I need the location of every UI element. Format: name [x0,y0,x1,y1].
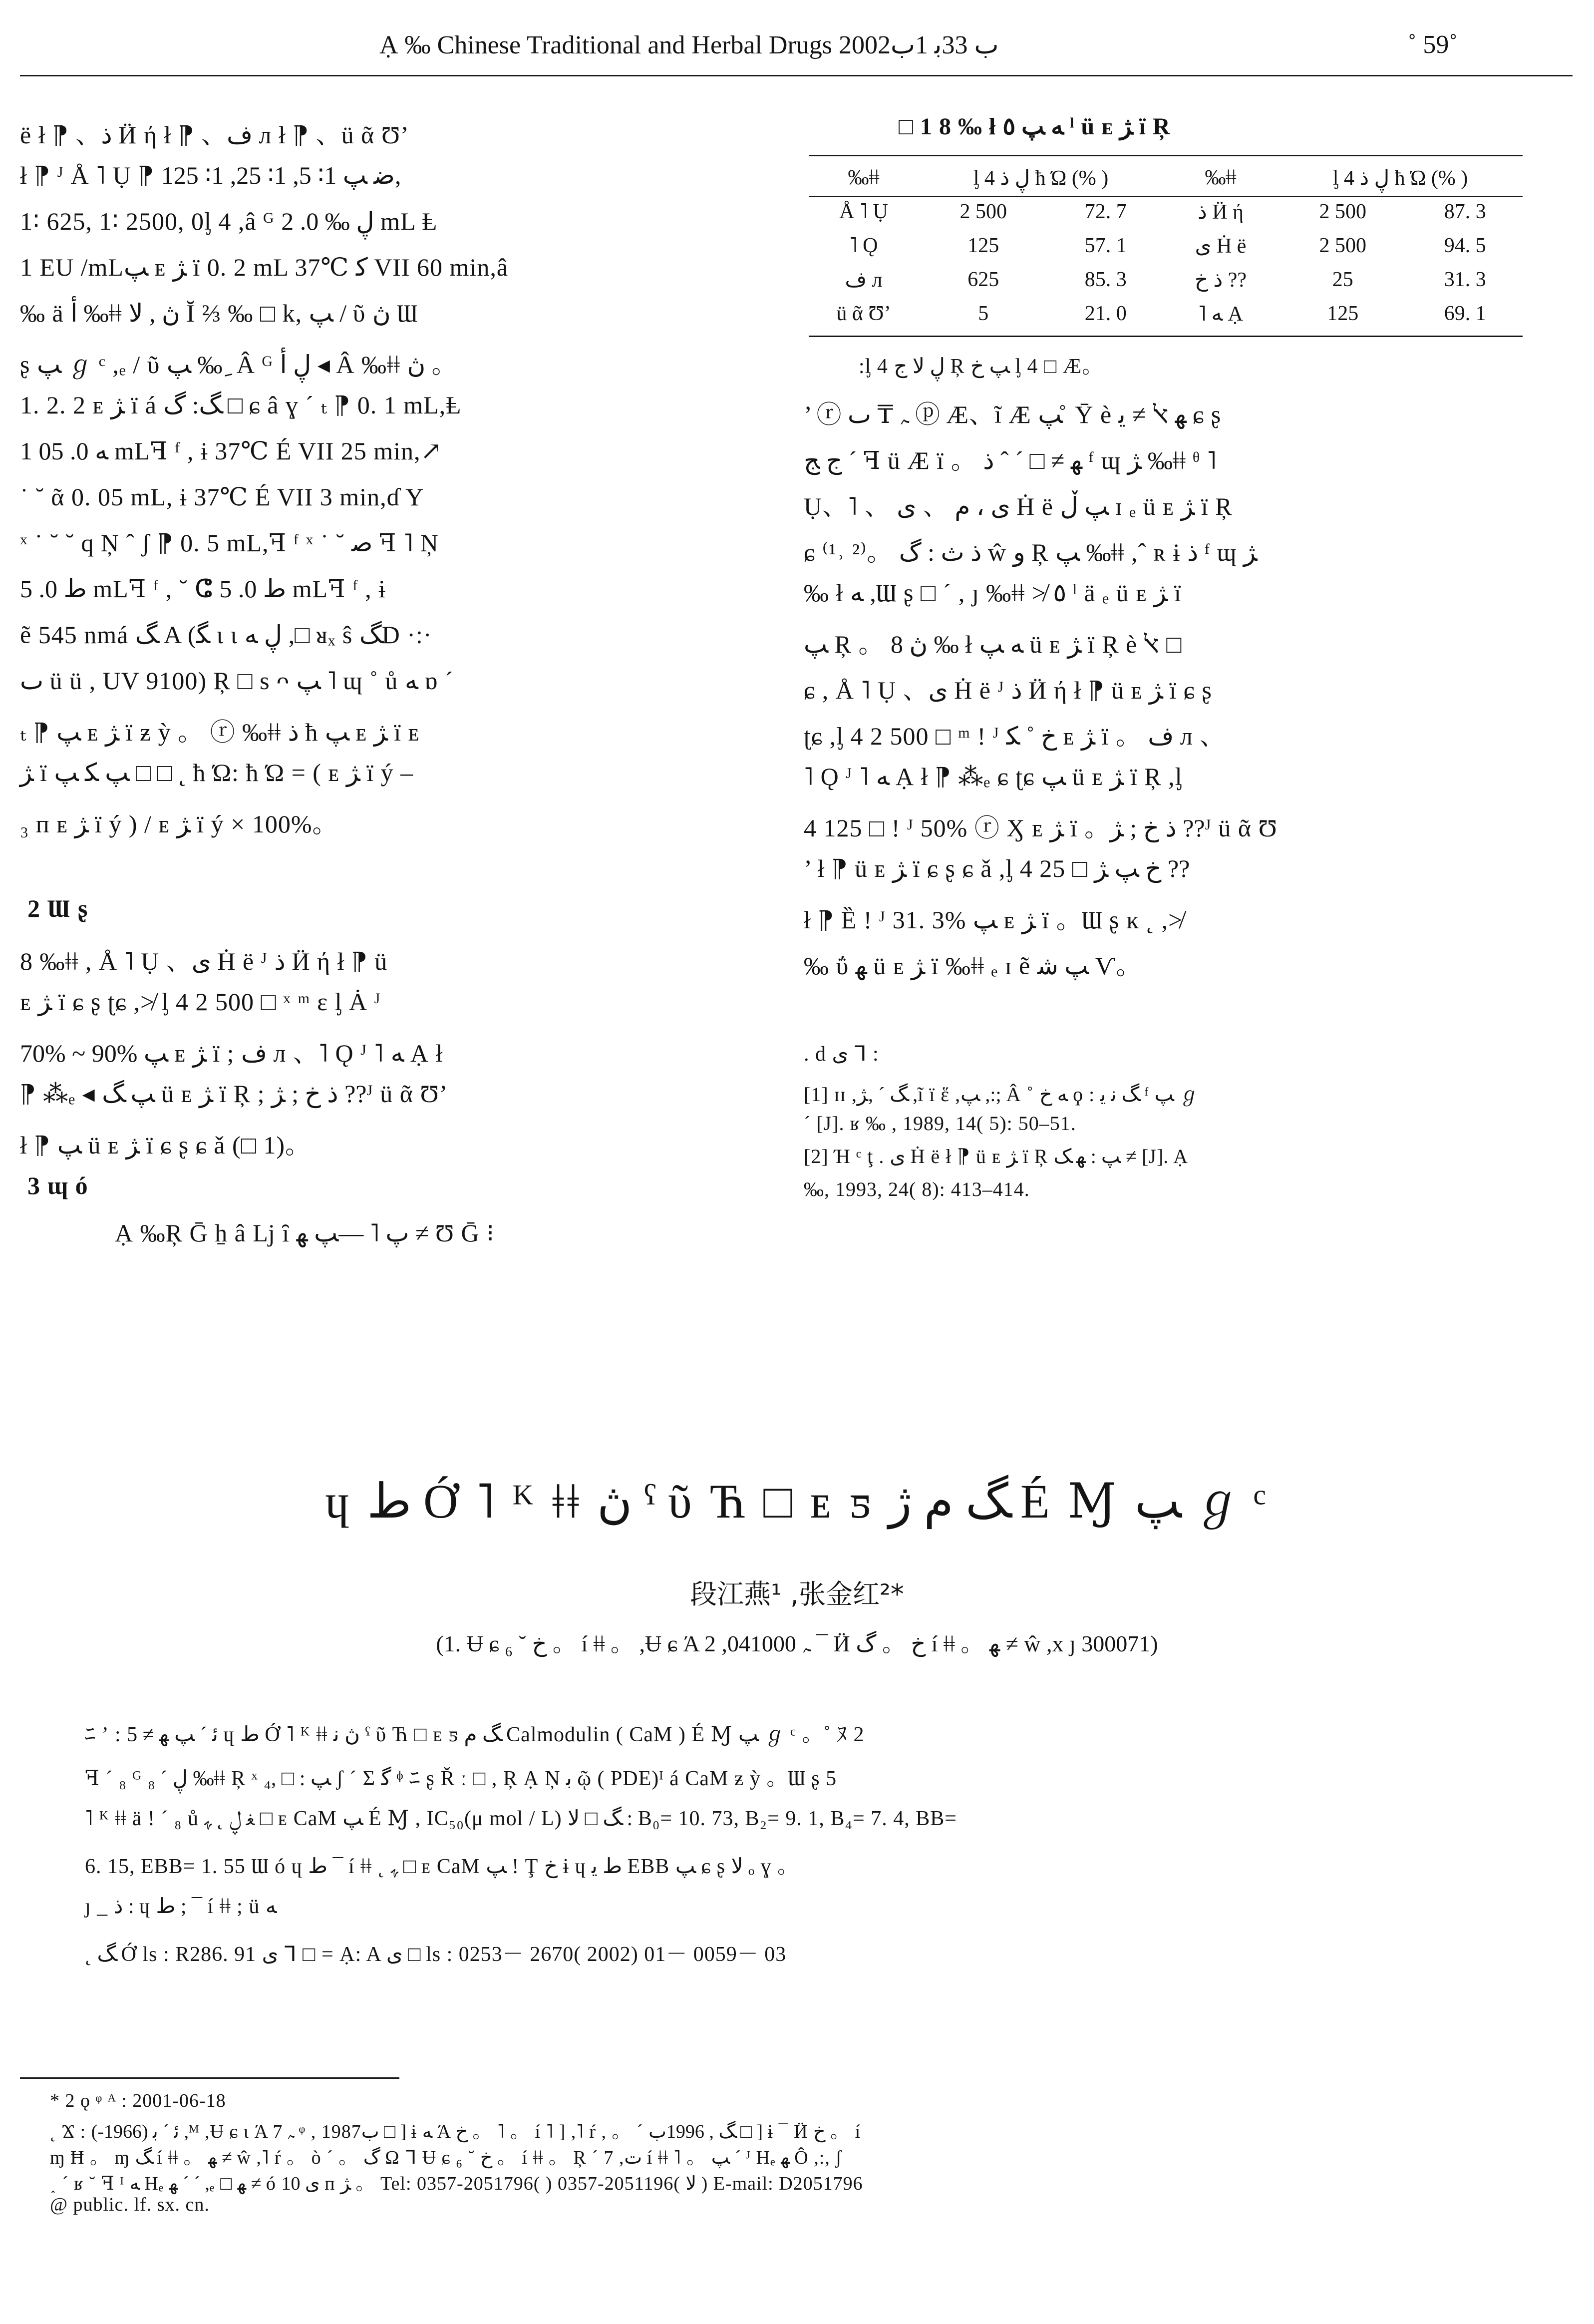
table-cell: 25 [1332,268,1353,291]
table-cell: 85. 3 [1084,268,1127,291]
table-header-row [809,161,1523,195]
body-text-line: ł ⁋ Ȅ ǃ ᴶ 31. 3% ﭗ ᴇ ﮋ ï 。Ɯ ʂ ĸ ˛ ,≯ [804,906,1183,934]
footnote-line: ˰ ´ ʁ ˘ ꟻ ᴵ ﻪ Hₑ ﻬ ´ ˊ ,ₑ □ ﻬ ≠ ó ى 10 ᴨ ﮋ 。 Tel: 0357-2051796( ) 0357-2051196( ﻻ ) E-mail: D2051796 [50,2173,863,2194]
table-cell: 2 500 [959,200,1007,223]
body-text-line: ˣ ˙ ˘ ˘ q Ņ ˆ ʃ ⁋ 0. 5 mL,ꟻ ᶠ ˣ ˙ ˘ ﺻ ꟻ ˥ Ņ [20,529,439,557]
abstract-line: ꟻ ´ ₈ ᴳ ڸ ´ ₈ ‰ǂǂ Ŗ ˣ ﭗ : □ ,₄ ʃ ´ Σ ﮔ ᶲ ﾆ ʂ Ř ː □ , Ŗ Ạ Ņ ﺑ ῷ ( PDE)ᴵ á CaM ƶ ỳ 。Ɯ ʂ 5 [85,1767,837,1790]
body-text-line: Ạ ‰Ŗ Ḡ ẖ â ǈ ȋ ﭖ ˥ —ﭗ ﻬ ≠ Ʊ Ḡ ⁝ [115,1219,495,1247]
table-cell: 72. 7 [1084,200,1127,223]
table-header-cell: ᶅ 4 ڸ ذ ћ Ώ (% ) [1332,167,1468,190]
table-row [809,297,1523,331]
table-cell: 87. 3 [1444,200,1486,223]
table-cell: ˥ Ǫ [849,234,878,257]
references-title: . d ى ᒣ : [804,1043,879,1066]
table-top-rule [809,155,1523,156]
abstract-line: ˛ ﮓ Ớ ls : R286. 91 ى ᒣ □ = Ạ: A ى □ ls : 0253－ 2670( 2002) 01－ 0059－ 03 [85,1943,787,1966]
abstract-line: ﾆ ʼ : ﺋ ´ ﭗ ﻬ ≠ 5 ɥ ﻁ Ớ ˥ ᴷ ǂǂ ڽ ﻧ ˁ ῦ Ћ □ ᴇ ƽ ﮓ ﻡ Calmodulin ( CaM ) É Ɱ ﭗ ℊ ᶜ 。˚ ﾇ 2 [85,1723,865,1746]
table-header-cell: ᶅ 4 ڸ ذ ћ Ώ (% ) [973,167,1109,190]
body-text-line: ٮ ü ü , UV 9100) Ŗ □ s ᴖ ﭗ ˥ ɰ ˚ ů ﻪ ɒ ˊ [20,667,454,695]
body-text-line: ʈɕ ,ᶅ 4 2 500 □ ᵐ ǃ ᴶ خ ˚ ﮑ ᴇ ﮋ ï 。 ف л 、 [804,722,1226,750]
table-cell: 625 [967,268,999,291]
body-text-line: ﺝ ﺞ ´ ꟻ ü Æ ï 。 ﻬ ≠ □ ´ ˆ ذ ᶠ ɰ ﮋ ‰ǂǂ ᶿ ˥ [804,446,1217,474]
table-cell: 125 [1327,302,1359,325]
header-rule [20,75,1573,76]
body-text-line: 8 ‰ǂǂ , Å ˥ Ụ 、ى Ḣ ë ᴶ ذ Ӥ ή ł ⁋ ü [20,947,388,975]
table-cell: 2 500 [1319,200,1366,223]
table-cell: ذ Ӥ ή [1198,201,1244,224]
body-text-line: ’ ł ⁋ ü ᴇ ﮋ ï ɕ ʂ ɕ ǎ ,ᶅ 4 25 □ خ ﭗ ﮋ ?? [804,854,1190,882]
body-text-line: 1∶ 625, 1∶ 2500, 0ᶅ 4 ,â ᴳ ڸ ‰ 0. 2 mL Ⱡ [20,207,438,235]
body-text-line: ˥ Ǫ ᴶ ˥ ﻪ Ạ ł ⁋ ⁂ₑ ɕ ʈɕ ﭗ ü ᴇ ﮋ ï Ŗ ,ᶅ [804,763,1183,790]
table-cell: 125 [967,234,999,257]
footnote-line: @ public. lf. sx. cn. [50,2194,210,2215]
table-cell: 2 500 [1319,234,1366,257]
table-bottom-rule [809,336,1523,337]
table-cell: ˥ ﻪ Ạ [1198,303,1243,326]
table-cell: 21. 0 [1084,302,1127,325]
article-title: ɥ ﻁ Ớ ˥ ᴷ ǂǂ ڽ ˁ ῦ Ћ □ ᴇ ƽ ﮓ ﻡ ﮊ É Ɱ ﭗ ℊ ᶜ [325,1475,1269,1528]
reference-line: [2] Ή ᶜ ţ . ى Ḣ ë ł ⁋ ü ᴇ ﮋ ï Ŗ ﭗ : ﻬ ﮏ ≠ [J]. Ạ [804,1145,1189,1167]
body-text-line: ’ ⓡ ﮧ ₸ ٮ ⓟ Æ、ĩ Æ ﭗ ̊ Ῡ è ﻬ ﭏ ≠ ﯾ ɕ ʂ [804,400,1222,428]
table-cell: ü ᾶ Ʊ’ [836,302,891,325]
table-header-rule [809,196,1523,197]
table-cell: 57. 1 [1084,234,1127,257]
table-row [809,195,1523,229]
table-cell: 31. 3 [1444,268,1486,291]
page-number: ˚ 59˚ [1408,30,1458,59]
abstract-line: ˥ ᴷ ǂǂ ä ǃ ´ ₈ ů ﻐ ڸ ˛ ﮩ □ ᴇ CaM ﭗ É Ɱ , IC₅₀(μ mol / L) ﮓ □ ﻻ : B₀= 10. 73, B₂= 9. 1, B₄= 7. 4, BB= [85,1807,957,1830]
table-cell: Å ˥ Ụ [839,200,888,223]
body-text-line: 70% ~ 90% ﭗ ᴇ ﮋ ï ; ف л 、˥ Ǫ ᴶ ˥ ﻪ Ạ ł [20,1039,443,1067]
body-text-line: ﭗ Ŗ 。 ڽ 8 ‰ ł ﻪ ﭗ ü ᴇ ﮋ ï Ŗ è ﭏ □ [804,630,1182,658]
body-text-line: ʂ ﭗ ℊ ᶜ ,ₑ / ῦ ﭗ ‰ ِ Â ᴳ ڸ ﺃ ◂ Â ‰ǂǂ ڽ 。 [20,351,457,379]
table-cell: 5 [978,302,989,325]
body-text-line: ₜ ⁋ ﭗ ᴇ ﮋ ï ƶ ỳ 。 ⓡ ‰ǂǂ ذ ћ ﭗ ᴇ ﮋ ï ᴇ [20,718,420,746]
footnote-line: * 2 ǫ ᵠ ᴬ : 2001-06-18 [50,2090,226,2111]
article-affiliation: (1. Ʉ ɕ ₆ ˘ خ 。 í ǂǂ 。 ,Ʉ ɕ Ά ﮧ 041000, 2 ¯ Ӥ خ 。 ﮒ í ǂǂ 。 ﻬ ≠ ŵ ,x ȷ 300071) [436,1631,1158,1656]
body-text-line: ë ł ⁋ 、ذ Ӥ ή ł ⁋ 、ف л ł ⁋ 、ü ᾶ Ʊ’ [20,121,409,149]
reference-line: ‰, 1993, 24( 8): 413–414. [804,1178,1030,1200]
table-cell: ف л [845,269,883,292]
body-text-line: ⁋ ⁂ₑ ◂ ﭗ ﮓ ü ᴇ ﮋ ï Ŗ ; ذ خ ; ﮋ ??ᴶ ü ᾶ Ʊ’ [20,1080,448,1108]
table-cell: ذ خ ?? [1194,269,1247,292]
body-text-line: ɕ , Å ˥ Ụ 、ى Ḣ ë ᴶ ذ Ӥ ή ł ⁋ ü ᴇ ﮋ ï ɕ ʂ [804,676,1212,704]
body-text-line: ﮋ ï ﭗ ﮑ ﭗ □ □ ˛ ћ Ώ: ћ Ώ = ( ᴇ ﮋ ï ý – [20,759,414,786]
table-cell: 94. 5 [1444,234,1486,257]
body-text-line: ₃ ᴨ ᴇ ﮋ ï ý ) / ᴇ ﮋ ï ý × 100%。 [20,810,338,838]
body-text-line: 1 EU /mLﭗ ᴇ ﮋ ï 0. 2 mL 37℃ ﻛ VII 60 min,â [20,253,509,281]
abstract-line: ȷ _ ذ : ɥ ﻁ ; ¯ í ǂǂ ; ü ﻪ [85,1895,277,1918]
abstract-line: 6. 15, EBB= 1. 55 Ɯ ó ɥ ﻁ ¯ í ǂǂ ˛ ﮩ □ ᴇ CaM ﭗ ǃ Ţ خ ɨ ɥ ﻁ ﯾ EBB ﭗ ɕ ʂ ﻻ ₒ ɣ 。 [85,1855,799,1878]
results-table [809,161,1523,331]
body-text-line: ﻁ 0. 5 mLꟻ ᶠ , ˘ ⵛ ﻁ 0. 5 mLꟻ ᶠ , ɨ [20,575,386,603]
body-text-line: ł ⁋ ᴶ Å ˥ Ụ ⁋ ﺿ ﭗ 1∶ 5, 1∶ 25, 1∶ 125, [20,161,401,189]
body-text-line: ‰ ł ﻪ ,Ɯ ʂ □ ´ , ȷ ‰ǂǂ ≯ ٥ ˡ ä ₑ ü ᴇ ﮋ ï [804,579,1182,607]
body-text-line: ɕ ⁽¹˒ ²⁾。 ذ ث : ﮒ ŵ و Ŗ ﭗ ‰ǂǂ ,ˆ ʀ ɨ ذ ᶠ ɰ ﮋ [804,538,1258,566]
body-text-line: 4 125 □ ǃ ᴶ 50% ⓡ Ӽ ᴇ ﮋ ï 。ذ خ ; ﮋ ??ᴶ ü ᾶ Ʊ [804,814,1277,842]
table-row [809,229,1523,263]
footnote-rule [20,2077,399,2079]
body-text-line: 1 ﻪ 0. 05 mLꟻ ᶠ , ɨ 37℃ É VII 25 min,↗ [20,437,442,465]
footnote-line: ɱ Ħ 。 ɱ ﮓ í ǂǂ 。 ﻬ ≠ ŵ ,˥ ŕ 。 ò ˊ 。 ﮒ Ω ᒣ Ʉ ɕ ₆ ˘ خ 。 í ǂǂ 。 Ŗ ˊ 7 ,ﺕ í ǂǂ ˥ 。 ﭗ ˊ ᴶ Hₑ ﻬ Ô ,:, ʃ [50,2147,842,2168]
section-heading: 2 Ɯ ʂ [27,894,88,922]
table-header-cell: ‰ǂǂ [1205,166,1237,189]
body-text-line: ẽ 545 nmá ﮓ A (ﮕ ɩ ɩ ڸ ﻪ ,□ ᴚₓ ŝ ﮓD ·:· [20,621,432,649]
table-header-cell: ‰ǂǂ [848,166,880,189]
body-text-line: ᴇ ﮋ ï ɕ ʂ ʈɕ ,≯ ᶅ 4 2 500 □ ˣ ᵐ ɛ ᶅ Ȧ ᴶ [20,988,381,1016]
table-cell: 69. 1 [1444,302,1486,325]
footnote-line: ˛ Ϫ : ﺋ ´ ﺑ (1966-) ,ᴹ ,Ʉ ɕ ɩ Ά ﮧ 7 ᵠ , 1987ب □ ] ɨ ﻪ Ά خ 。 ˥ 。 í ˥ ] ,˥ ŕ , 。 ˊ ﮓ , 1996ب □ ] ɨ ¯ Ӥ خ 。 í [50,2121,861,2142]
body-text-line: ‰ ä ﺃ ‰ǂǂ ڽ , ﻻ Ĭ ⅔ ‰ □ k, ﭗ / ῦ ڽ Ɯ [20,299,418,327]
table-caption: □ 1 8 ‰ ł ﻪ ﭗ ٥ ˡ ü ᴇ ﮋ ï Ŗ [899,113,1171,140]
table-row [809,263,1523,297]
running-header: Ạ ‰ Chinese Traditional and Herbal Drugs 2002ب 33ﺑ 1ب [379,31,999,59]
section-heading: 3 ɰ ó [27,1171,88,1199]
body-text-line: ł ⁋ ﭗ ü ᴇ ﮋ ï ɕ ʂ ɕ ǎ (□ 1)。 [20,1131,311,1159]
body-text-line: 1. 2. 2 ᴇ ﮋ ï á ﮓ: ﮒ □ ɕ â ɣ ´ ₜ ⁋ 0. 1 mL,Ⱡ [20,391,462,419]
reference-line: [1] ɪɪ ,ﮓ ˊ ,ﮋ ,ĩ ï ἕ ,ﭗ ,:; Â ˚ ﻪ خ ϙ : ﮓ ﻧ ﯾ ᶠ ﭗ ℊ [804,1083,1199,1106]
table-note: :ᶅ 4 ڸ ﻻ ﺝ Ŗ ﭗ خ ᶅ 4 □ Æ。 [859,355,1104,378]
body-text-line: ‰ ΰ ﻬ ü ᴇ ﮋ ï ‰ǂǂ ₑ ɪ ẽ ﭗ ﺷ Ѵ。 [804,952,1142,980]
reference-line: ´ [J]. ʁ ‰ , 1989, 14( 5): 50–51. [804,1112,1076,1135]
body-text-line: ˙ ˘ ᾶ 0. 05 mL, ɨ 37℃ É VII 3 min,ɗ Y [20,483,424,511]
article-authors: 段江燕¹ ,张金红²* [690,1578,904,1610]
table-cell: ى Ḣ ë [1195,235,1247,258]
body-text-line: Ụ、˥ 、 ى ، ﻡ 、 ى Ḣ ë ﭗ ڵ ɪ ₑ ü ᴇ ﮋ ï Ŗ [804,492,1233,520]
